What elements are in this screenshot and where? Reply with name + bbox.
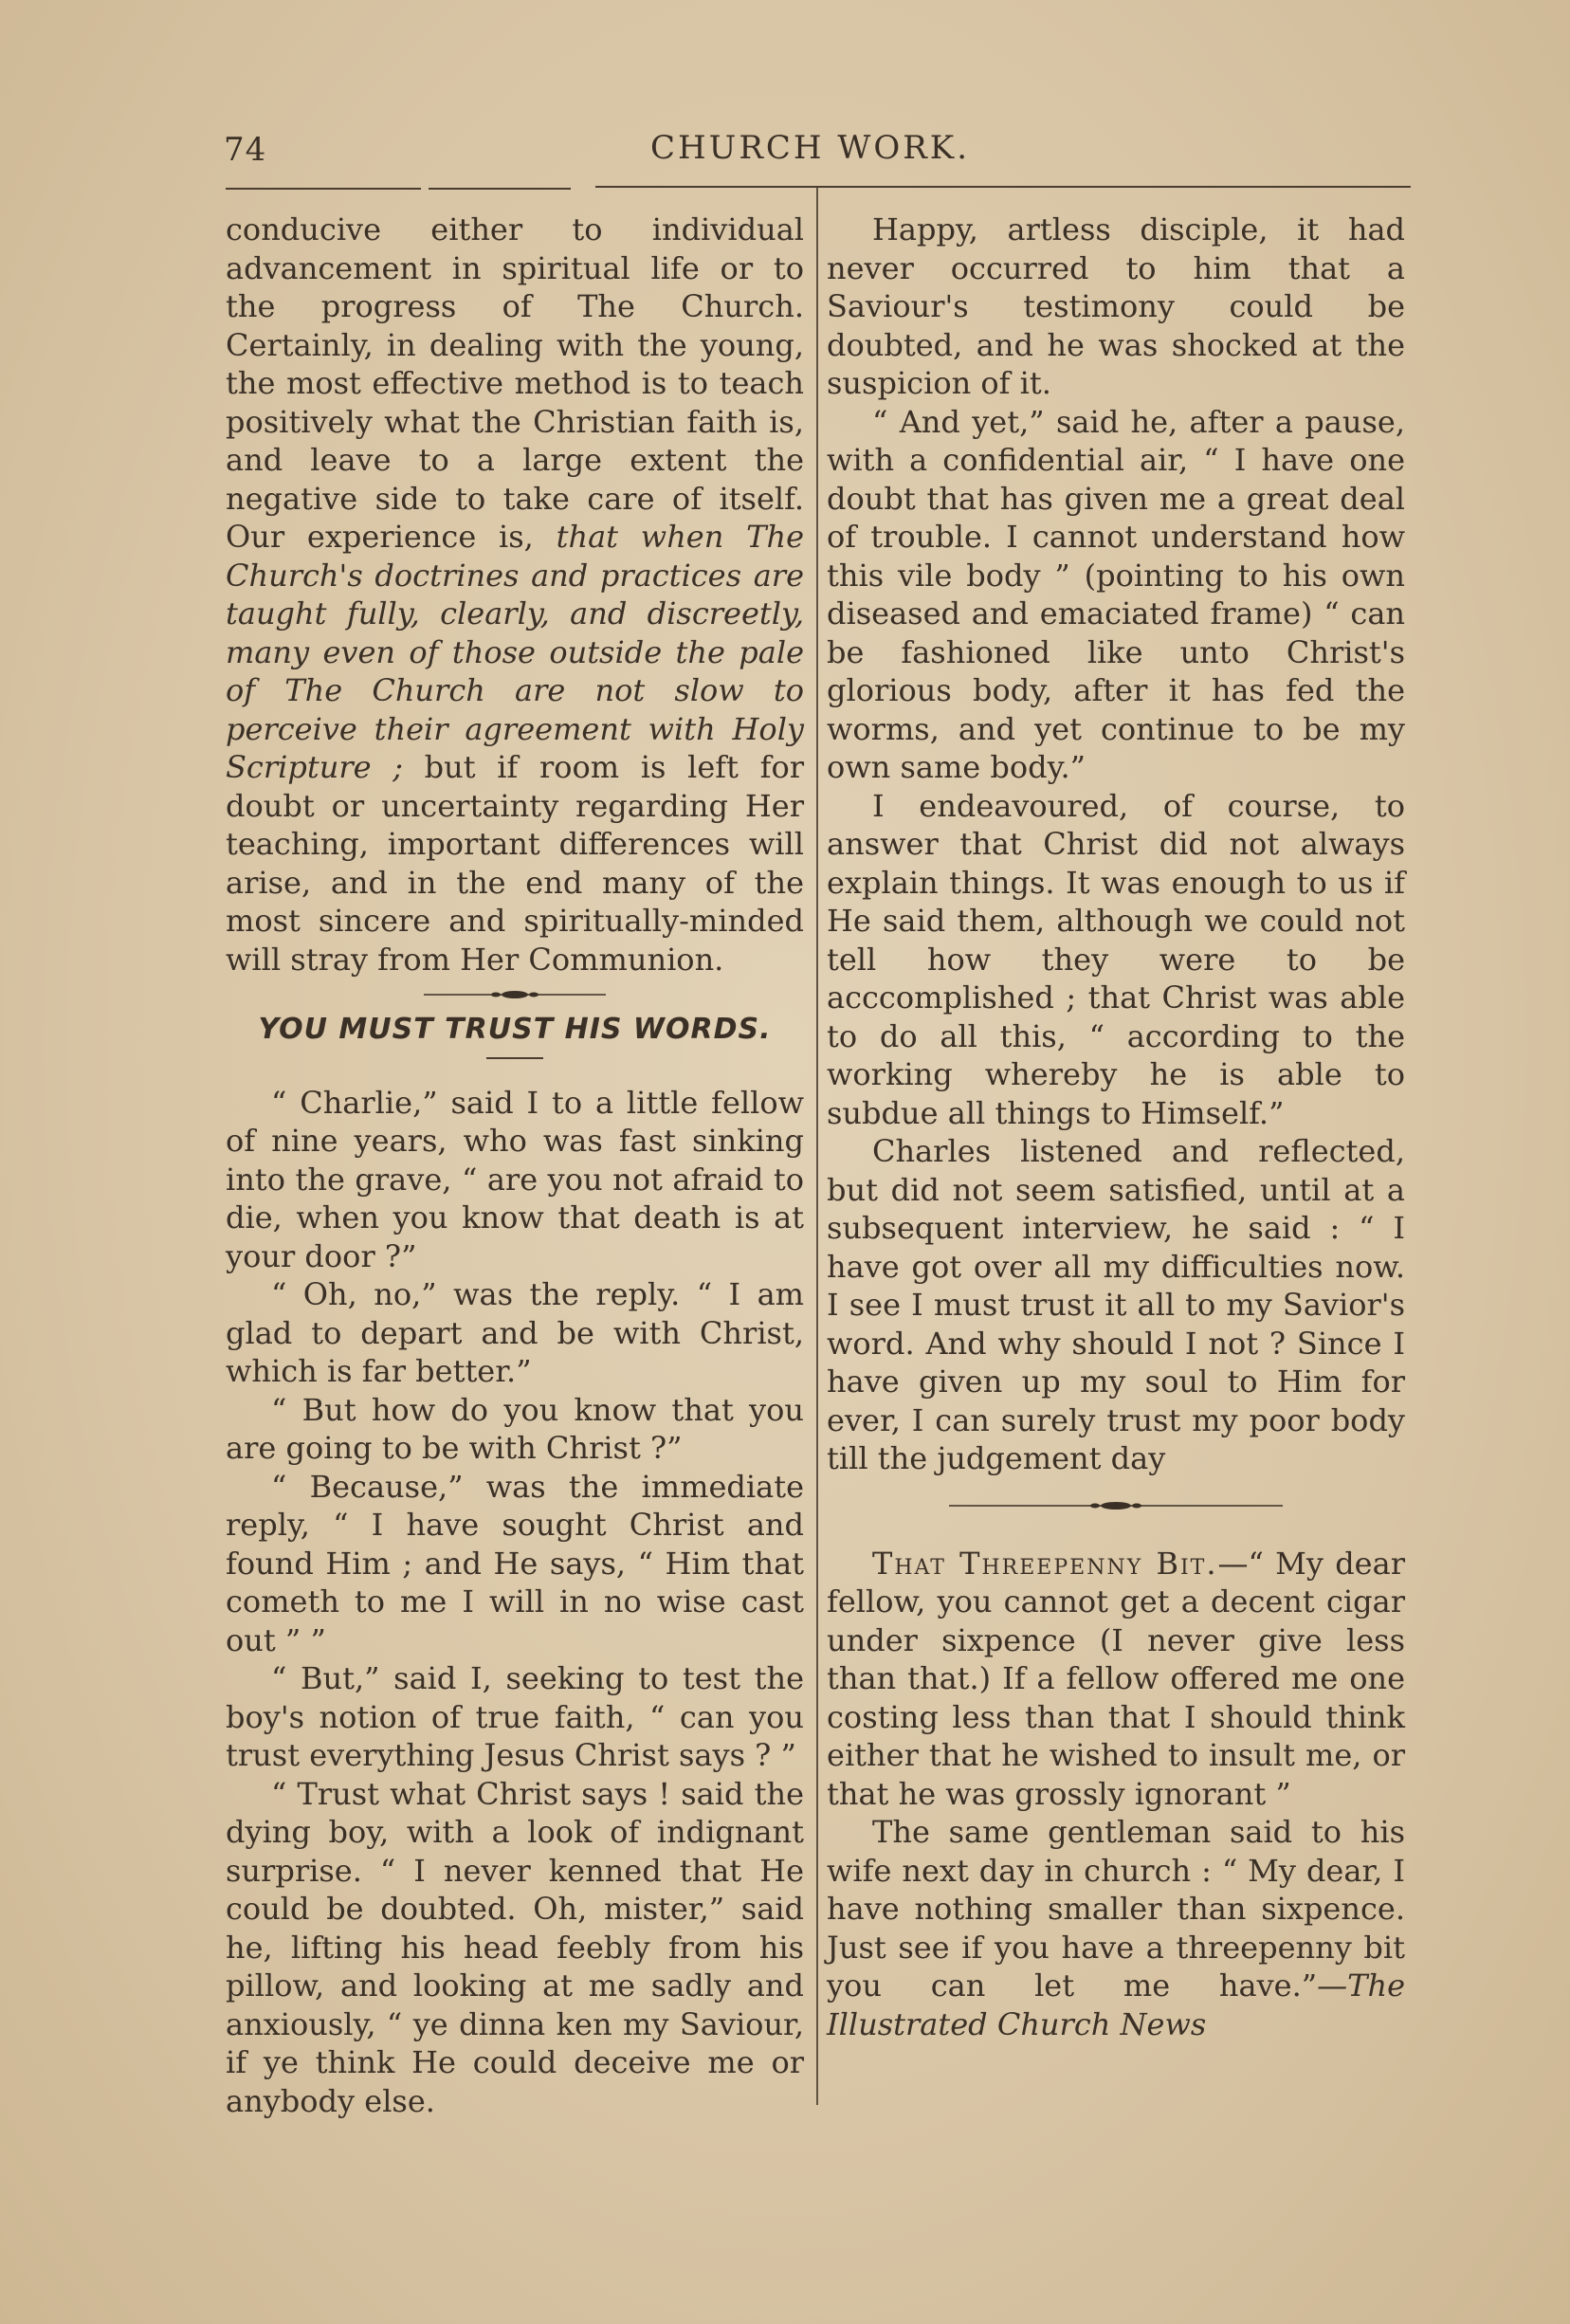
paragraph: “ But,” said I, seeking to test the boy's notion of true faith, “ can you trust everything Jesus Christ says ? ” [226,1660,804,1773]
paragraph: “ Charlie,” said I to a little fellow of nine years, who was fast sinking into the grave, “ are you not afraid to die, when you know that death is at your door ?” [226,1084,804,1274]
source-citation: —The Illustrated Church News [827,1967,1405,2042]
right-column [827,210,1405,2043]
continued-paragraph [226,210,804,979]
threepenny-title: That Threepenny Bit. [872,1545,1218,1582]
heading-rule [486,1057,543,1059]
paragraph: “ But how do you know that you are going to be with Christ ?” [226,1391,804,1466]
closing-paragraph [827,1813,1405,2043]
paragraph: Happy, artless disciple, it had never occurred to him that a Saviour's testimony could be doubted, and he was shocked at the suspicion of it. [827,211,1405,401]
paragraph: I endeavoured, of course, to answer that Christ did not always explain things. It was enough to us if He said them, although we could not tell how they were to be acccomplished ; that Christ was able to do all this, “ according to the working whereby he is able to subdue all things to Himself.” [827,787,1405,1131]
left-column [226,210,804,2120]
ornament-icon [420,988,610,1001]
page-header [224,123,1411,180]
paragraph: “ And yet,” said he, after a pause, with a confidential air, “ I have one doubt that has given me a great deal of trouble. I cannot understand how this vile body ” (pointing to his own diseased and emaciated frame) “ can be fashioned like unto Christ's glorious body, after it has fed the worms, and yet continue to be my own same body.” [827,403,1405,785]
paragraph: “ Because,” was the immediate reply, “ I have sought Christ and found Him ; and He says, “ Him that cometh to me I will in no wise cast out ” ” [226,1468,804,1658]
ornament-icon [945,1499,1287,1512]
ornament-divider [226,988,804,1005]
threepenny-paragraph [827,1545,1405,1814]
header-rule-mid [429,188,571,190]
continued-italic-text: that when The Church's doctrines and practices are taught fully, clearly, and discreetly, many even of those outside the pale of The Church are not slow to perceive their agreement with Holy Scripture ; [226,519,805,785]
header-rule-right [595,186,1411,188]
article-heading: YOU MUST TRUST HIS WORDS. [258,1013,772,1046]
continued-text-end: but if room is left for doubt or uncertainty regarding Her teaching, important differences will arise, and in the end many of the most sincere and spiritually-minded will stray from Her Communion. [226,749,805,978]
closing-text: The same gentleman said to his wife next day in church : “ My dear, I have nothing smaller than sixpence. Just see if you have a threepenny bit you can let me have.” [827,1814,1405,2004]
paragraph: Charles listened and reflected, but did not seem satisfied, until at a subsequent interview, he said : “ I have got over all my difficulties now. I see I must trust it all to my Savior's word. And why should I not ? Since I have given up my soul to Him for ever, I can surely trust my poor body till the judgement day [827,1133,1405,1476]
threepenny-text: —“ My dear fellow, you cannot get a decent cigar under sixpence (I never give less than that.) If a fellow offered me one costing less than that I should think either that he wished to insult me, or that he was grossly ignorant ” [827,1545,1405,1812]
column-divider [816,188,818,2105]
running-title: CHURCH WORK. [650,129,971,167]
continued-text: conducive either to individual advancement in spiritual life or to the progress of The Church. Certainly, in dealing with the young, the most effective method is to teach positively what the Christian faith is, and leave to a large extent the negative side to take care of itself. Our experience is, [226,211,804,555]
header-rule-left [226,188,421,190]
page-number: 74 [224,131,267,169]
paragraph: “ Oh, no,” was the reply. “ I am glad to depart and be with Christ, which is far better.” [226,1276,804,1389]
paragraph: “ Trust what Christ says ! said the dying boy, with a look of indignant surprise. “ I never kenned that He could be doubted. Oh, mister,” said he, lifting his head feebly from his pillow, and looking at me sadly and anxiously, “ ye dinna ken my Saviour, if ye think He could deceive me or anybody else. [226,1775,804,2119]
ornament-divider [827,1499,1405,1516]
